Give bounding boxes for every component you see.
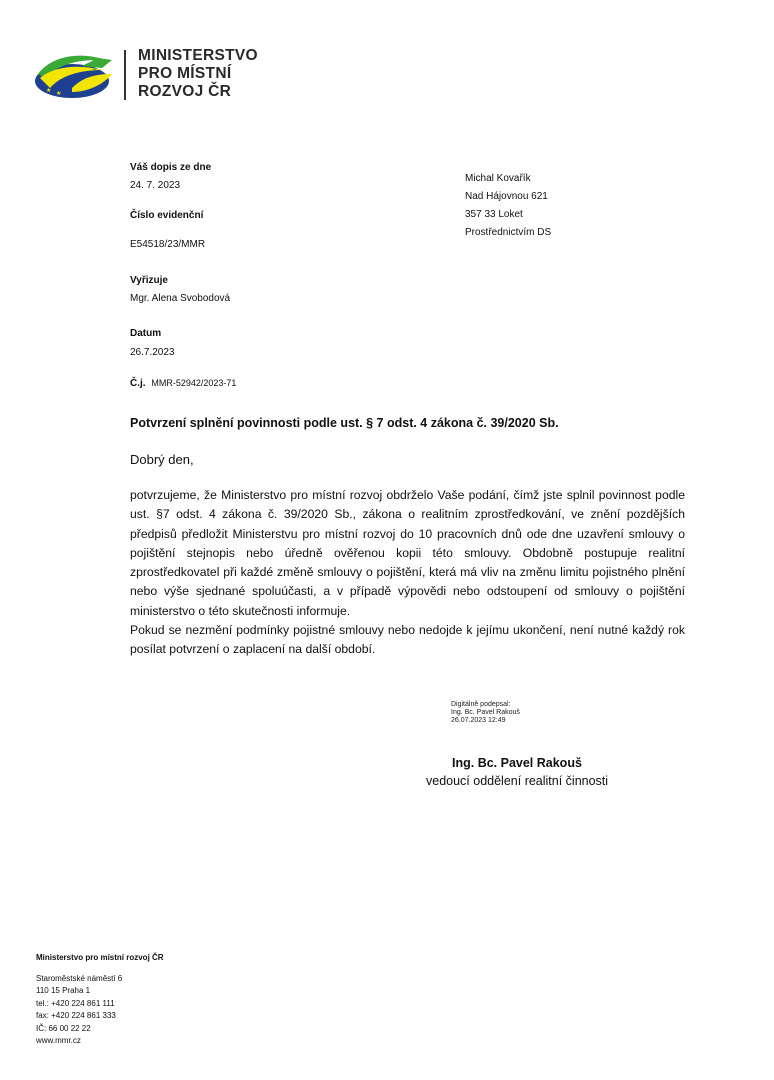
logo-line-3: ROZVOJ ČR	[138, 83, 232, 100]
cj-label: Č.j.	[130, 378, 146, 389]
signer-name: Ing. Bc. Pavel Rakouš	[452, 756, 582, 770]
letter-greeting: Dobrý den,	[130, 452, 194, 467]
footer-title: Ministerstvo pro místní rozvoj ČR	[36, 953, 164, 962]
svg-text:✦: ✦	[92, 68, 98, 74]
footer-contact	[36, 973, 122, 1047]
logo-divider	[124, 50, 126, 100]
handler-value: Mgr. Alena Svobodová	[130, 293, 231, 304]
footer-ic: IČ: 66 00 22 22	[36, 1023, 91, 1033]
footer-address-2: 110 15 Praha 1	[36, 986, 91, 996]
reference-number	[130, 377, 236, 390]
recipient-street: Nad Hájovnou 621	[465, 191, 548, 202]
footer-address-1: Staroměstské náměstí 6	[36, 974, 123, 983]
footer-tel: tel.: +420 224 861 111	[36, 998, 115, 1008]
recipient-name: Michal Kovařík	[465, 173, 531, 184]
recipient-city: 357 33 Loket	[465, 209, 523, 220]
footer-fax: fax: +420 224 861 333	[36, 1011, 116, 1021]
handler-label: Vyřizuje	[130, 275, 168, 286]
letter-paragraph-2: Pokud se nezmění podmínky pojistné smlouvy nebo nedojde k jejímu ukončení, není nutné každý rok posílat potvrzení o zaplacení na další období.	[130, 623, 685, 657]
recipient-delivery: Prostřednictvím DS	[465, 227, 552, 238]
ref-letter-label: Váš dopis ze dne	[130, 162, 212, 173]
digital-signature-line-3: 26.07.2023 12:49	[451, 717, 506, 724]
svg-text:★: ★	[56, 91, 62, 97]
ref-letter-value: 24. 7. 2023	[130, 180, 181, 191]
cj-value: MMR-52942/2023-71	[151, 378, 237, 388]
footer-web: www.mmr.cz	[36, 1036, 81, 1046]
date-label: Datum	[130, 328, 162, 339]
letter-body	[130, 486, 685, 660]
digital-signature-line-2: Ing. Bc. Pavel Rakouš	[451, 709, 520, 716]
signer-role: vedoucí oddělení realitní činnosti	[426, 774, 609, 788]
svg-text:★: ★	[46, 88, 52, 94]
date-value: 26.7.2023	[130, 347, 175, 358]
digital-signature-line-1: Digitálně podepsal:	[451, 701, 511, 708]
letter-subject: Potvrzení splnění povinnosti podle ust. § 7 odst. 4 zákona č. 39/2020 Sb.	[130, 416, 559, 430]
record-label: Číslo evidenční	[130, 210, 204, 221]
ministry-logo	[32, 48, 114, 102]
letter-paragraph-1: potvrzujeme, že Ministerstvo pro místní rozvoj obdrželo Vaše podání, čímž jste splnil povinnost podle ust. §7 odst. 4 zákona č. 39/2020 Sb., zákona o realitním zprostředkování, ve znění pozdějších předpisů předložit Ministerstvu pro místní rozvoj do 10 pracovních dnů ode dne uzavření smlouvy o pojištění stejnopis nebo úředně ověřenou kopii této smlouvy. Obdobně postupuje realitní zprostředkovatel při každé změně smlouvy o pojištění, která má vliv na změnu limitu pojistného plnění nebo výše sjednané spoluúčasti, a v případě výpovědi nebo odstoupení od smlouvy o pojištění ministerstvo o této skutečnosti informuje.	[130, 488, 685, 618]
digital-signature-note	[451, 701, 520, 725]
svg-text:✦: ✦	[102, 62, 108, 68]
logo-wordmark	[138, 47, 258, 101]
record-value: E54518/23/MMR	[130, 239, 206, 250]
logo-line-1: MINISTERSTVO	[138, 47, 258, 64]
logo-line-2: PRO MÍSTNÍ	[138, 65, 232, 82]
